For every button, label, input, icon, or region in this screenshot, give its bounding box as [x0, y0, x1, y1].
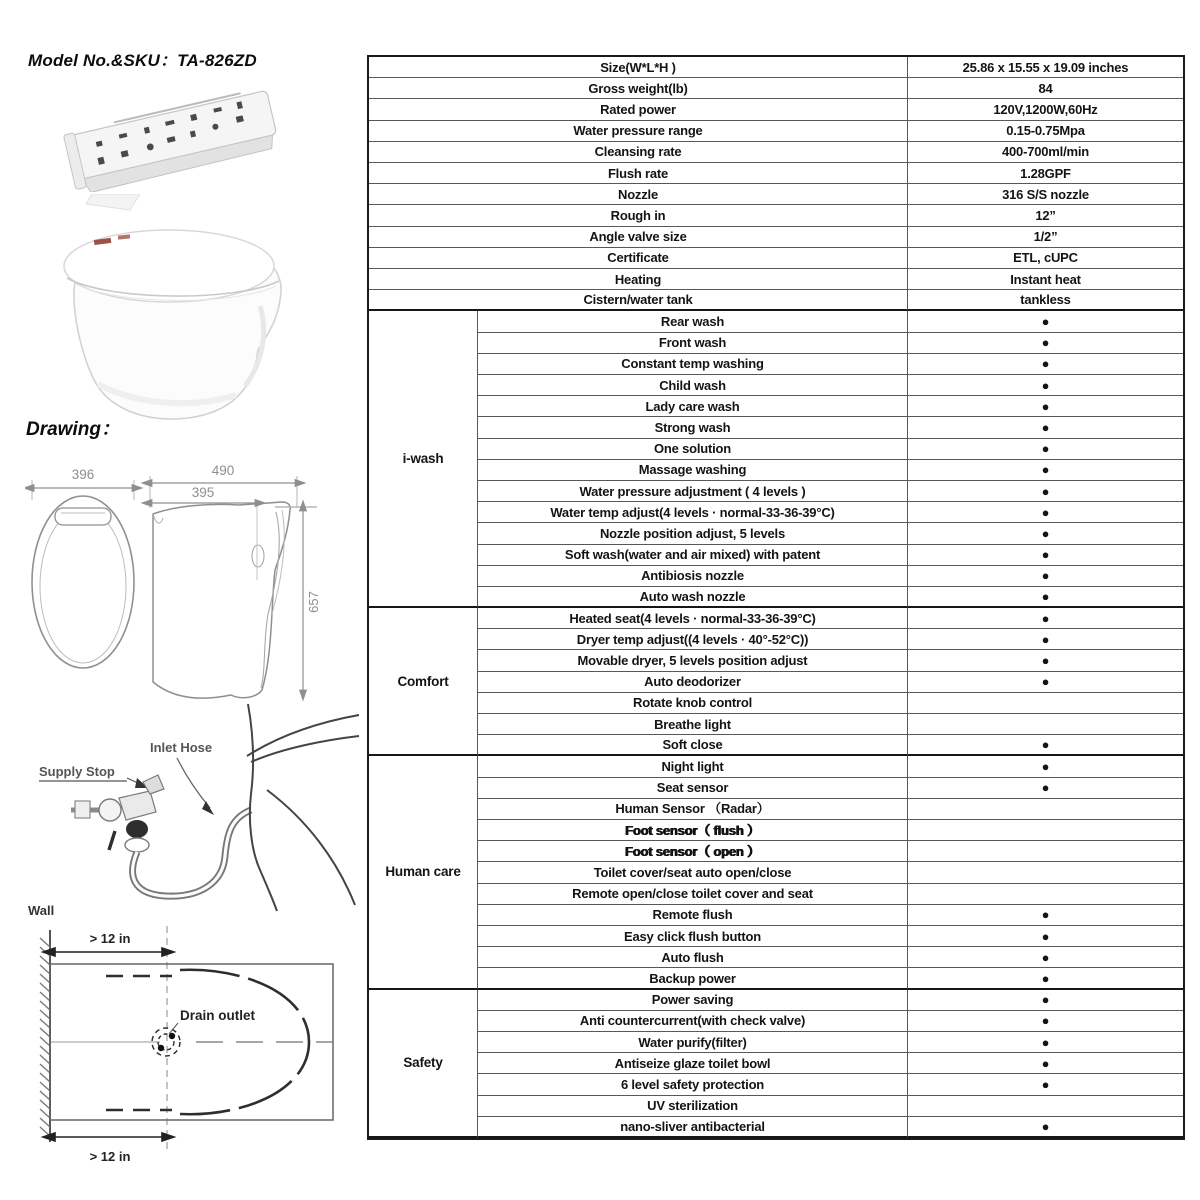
- inlet-hose: [133, 810, 251, 896]
- feature-label: Soft wash(water and air mixed) with patent: [477, 545, 907, 566]
- section-label-safety: Safety: [369, 990, 477, 1138]
- toilet-product-image: [36, 194, 306, 426]
- feature-label: Auto wash nozzle: [477, 587, 907, 608]
- feature-label: Massage washing: [477, 460, 907, 481]
- spec-row-value: Instant heat: [907, 269, 1183, 290]
- spec-row-label: Certificate: [369, 248, 907, 269]
- bottom-clearance-dim: > 12 in: [89, 1149, 131, 1164]
- feature-label: Constant temp washing: [477, 354, 907, 375]
- feature-label: Remote open/close toilet cover and seat: [477, 884, 907, 905]
- feature-dot: ●: [907, 735, 1183, 756]
- feature-label: Power saving: [477, 990, 907, 1011]
- wall-label: Wall: [28, 903, 55, 918]
- feature-dot: ●: [907, 439, 1183, 460]
- feature-label: Toilet cover/seat auto open/close: [477, 862, 907, 883]
- spec-row-value: 316 S/S nozzle: [907, 184, 1183, 205]
- feature-label: UV sterilization: [477, 1096, 907, 1117]
- remote-photo-edge: [86, 194, 140, 210]
- feature-label: Remote flush: [477, 905, 907, 926]
- feature-label: Soft close: [477, 735, 907, 756]
- section-label-i-wash: i-wash: [369, 311, 477, 608]
- top-view-hinge: [55, 508, 111, 525]
- spec-row-label: Cleansing rate: [369, 142, 907, 163]
- toilet-outline: [247, 704, 359, 911]
- installation-diagram: [15, 698, 360, 912]
- feature-dot: ●: [907, 968, 1183, 989]
- feature-dot: ●: [907, 311, 1183, 332]
- feature-dot: ●: [907, 947, 1183, 968]
- feature-label: Water purify(filter): [477, 1032, 907, 1053]
- spec-row-value: 84: [907, 78, 1183, 99]
- remote-control-image: [58, 76, 293, 192]
- section-label-human-care: Human care: [369, 756, 477, 989]
- inlet-hose-arrow: [202, 801, 214, 815]
- feature-dot: [907, 693, 1183, 714]
- feature-dot: ●: [907, 926, 1183, 947]
- feature-label: Backup power: [477, 968, 907, 989]
- feature-dot: ●: [907, 608, 1183, 629]
- feature-label: Front wash: [477, 333, 907, 354]
- feature-dot: [907, 1096, 1183, 1117]
- spec-row-value: 0.15-0.75Mpa: [907, 121, 1183, 142]
- feature-label: Auto deodorizer: [477, 672, 907, 693]
- dimension-drawing: [25, 452, 345, 710]
- spec-row-label: Cistern/water tank: [369, 290, 907, 311]
- dim-490: 490: [211, 463, 235, 478]
- feature-label: Foot sensor（ open ）: [477, 841, 907, 862]
- feature-label: Rotate knob control: [477, 693, 907, 714]
- spec-row-label: Heating: [369, 269, 907, 290]
- feature-dot: ●: [907, 523, 1183, 544]
- spec-row-label: Rough in: [369, 205, 907, 226]
- dim-395: 395: [191, 485, 215, 500]
- feature-label: Night light: [477, 756, 907, 777]
- supply-valve: [71, 775, 164, 852]
- side-view-outline: [153, 502, 290, 698]
- feature-dot: ●: [907, 460, 1183, 481]
- feature-dot: ●: [907, 650, 1183, 671]
- spec-row-value: 400-700ml/min: [907, 142, 1183, 163]
- spec-table: [367, 55, 1185, 1140]
- spec-row-label: Angle valve size: [369, 227, 907, 248]
- feature-dot: ●: [907, 1032, 1183, 1053]
- feature-dot: ●: [907, 1011, 1183, 1032]
- feature-dot: ●: [907, 333, 1183, 354]
- feature-dot: ●: [907, 481, 1183, 502]
- spec-row-value: 1.28GPF: [907, 163, 1183, 184]
- spec-row-value: 120V,1200W,60Hz: [907, 99, 1183, 120]
- feature-label: Foot sensor（ flush ）: [477, 820, 907, 841]
- inlet-hose-label: Inlet Hose: [150, 740, 213, 755]
- feature-dot: ●: [907, 1117, 1183, 1138]
- feature-dot: [907, 841, 1183, 862]
- feature-label: One solution: [477, 439, 907, 460]
- wall-hatching: [40, 938, 50, 1136]
- spec-row-value: 12”: [907, 205, 1183, 226]
- feature-dot: ●: [907, 502, 1183, 523]
- feature-label: Antibiosis nozzle: [477, 566, 907, 587]
- feature-label: Seat sensor: [477, 778, 907, 799]
- spec-row-value: ETL, cUPC: [907, 248, 1183, 269]
- feature-dot: ●: [907, 354, 1183, 375]
- feature-label: Movable dryer, 5 levels position adjust: [477, 650, 907, 671]
- feature-label: Easy click flush button: [477, 926, 907, 947]
- section-label-comfort: Comfort: [369, 608, 477, 756]
- feature-dot: ●: [907, 1053, 1183, 1074]
- feature-label: Lady care wash: [477, 396, 907, 417]
- model-sku-label: Model No.&SKU：TA-826ZD: [28, 51, 257, 70]
- feature-dot: [907, 799, 1183, 820]
- spec-row-label: Water pressure range: [369, 121, 907, 142]
- feature-label: Heated seat(4 levels · normal-33-36-39°C): [477, 608, 907, 629]
- feature-dot: ●: [907, 629, 1183, 650]
- feature-dot: [907, 884, 1183, 905]
- feature-label: Child wash: [477, 375, 907, 396]
- drain-outlet-label: Drain outlet: [180, 1008, 256, 1023]
- feature-label: Human Sensor （Radar）: [477, 799, 907, 820]
- spec-row-value: 25.86 x 15.55 x 19.09 inches: [907, 57, 1183, 78]
- dim-396: 396: [71, 467, 95, 482]
- feature-dot: ●: [907, 417, 1183, 438]
- drawing-label: Drawing：: [26, 419, 120, 440]
- spec-row-label: Flush rate: [369, 163, 907, 184]
- feature-dot: [907, 714, 1183, 735]
- dim-657: 657: [306, 591, 321, 613]
- feature-label: Nozzle position adjust, 5 levels: [477, 523, 907, 544]
- feature-dot: ●: [907, 672, 1183, 693]
- feature-label: Strong wash: [477, 417, 907, 438]
- feature-dot: ●: [907, 990, 1183, 1011]
- feature-dot: ●: [907, 778, 1183, 799]
- feature-label: Water temp adjust(4 levels · normal-33-36-39°C): [477, 502, 907, 523]
- feature-label: Anti countercurrent(with check valve): [477, 1011, 907, 1032]
- feature-dot: ●: [907, 566, 1183, 587]
- spec-row-label: Size(W*L*H ): [369, 57, 907, 78]
- feature-label: Breathe light: [477, 714, 907, 735]
- drain-outlet-diagram: [20, 922, 355, 1184]
- spec-row-value: tankless: [907, 290, 1183, 311]
- feature-label: Antiseize glaze toilet bowl: [477, 1053, 907, 1074]
- spec-row-value: 1/2”: [907, 227, 1183, 248]
- top-clearance-dim: > 12 in: [89, 931, 131, 946]
- feature-dot: ●: [907, 545, 1183, 566]
- supply-stop-label: Supply Stop: [39, 764, 115, 779]
- feature-label: nano-sliver antibacterial: [477, 1117, 907, 1138]
- spec-row-label: Rated power: [369, 99, 907, 120]
- feature-dot: ●: [907, 396, 1183, 417]
- feature-dot: [907, 820, 1183, 841]
- feature-label: 6 level safety protection: [477, 1074, 907, 1095]
- spec-row-label: Gross weight(lb): [369, 78, 907, 99]
- feature-label: Auto flush: [477, 947, 907, 968]
- feature-dot: ●: [907, 587, 1183, 608]
- feature-dot: ●: [907, 375, 1183, 396]
- feature-dot: [907, 862, 1183, 883]
- feature-label: Dryer temp adjust((4 levels · 40°-52°C)): [477, 629, 907, 650]
- feature-label: Water pressure adjustment ( 4 levels ): [477, 481, 907, 502]
- feature-dot: ●: [907, 756, 1183, 777]
- feature-dot: ●: [907, 1074, 1183, 1095]
- spec-row-label: Nozzle: [369, 184, 907, 205]
- feature-label: Rear wash: [477, 311, 907, 332]
- feature-dot: ●: [907, 905, 1183, 926]
